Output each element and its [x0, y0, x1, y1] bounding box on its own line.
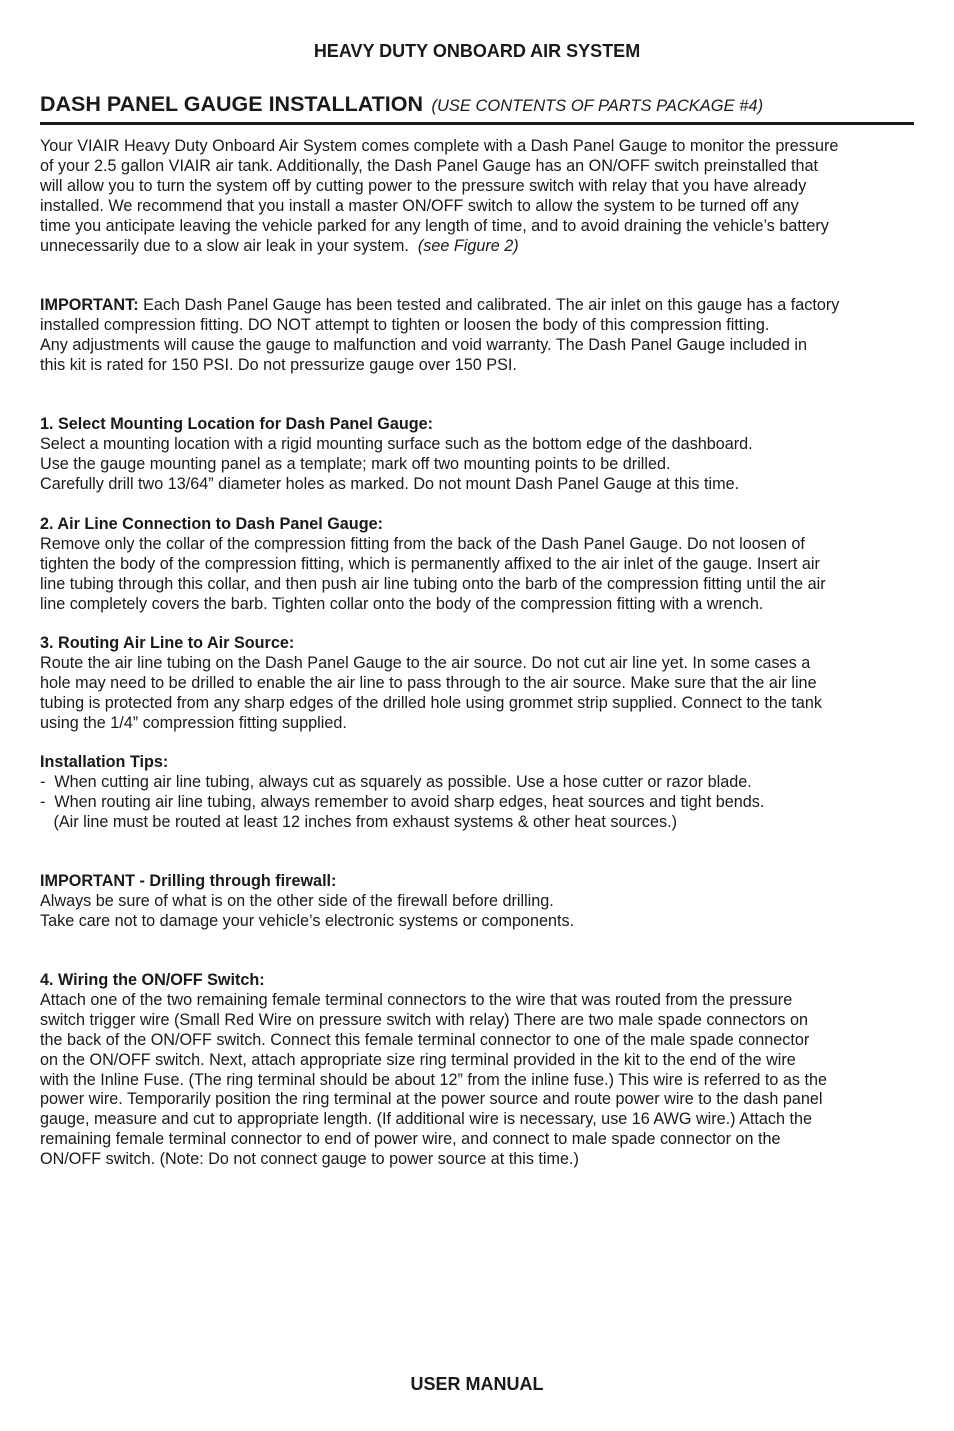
- step-3-line: using the 1/4” compression fitting supplied.: [40, 713, 347, 732]
- step-4-line: Attach one of the two remaining female terminal connectors to the wire that was routed from the pressure: [40, 990, 793, 1009]
- important-line: this kit is rated for 150 PSI. Do not pressurize gauge over 150 PSI.: [40, 355, 517, 374]
- step-3-title: 3. Routing Air Line to Air Source:: [40, 634, 295, 652]
- firewall-line: Take care not to damage your vehicle’s electronic systems or components.: [40, 911, 575, 930]
- section-subtitle: (USE CONTENTS OF PARTS PACKAGE #4): [431, 97, 764, 115]
- figure-reference: (see Figure 2): [417, 236, 519, 255]
- step-2-line: line completely covers the barb. Tighten collar onto the body of the compression fitting with a wrench.: [40, 594, 764, 613]
- important-label: IMPORTANT:: [40, 296, 139, 314]
- firewall-line: Always be sure of what is on the other side of the firewall before drilling.: [40, 891, 554, 910]
- intro-line: of your 2.5 gallon VIAIR air tank. Additionally, the Dash Panel Gauge has an ON/OFF switch preinstalled that: [40, 156, 819, 175]
- installation-tips: [40, 753, 914, 833]
- step-3-line: Route the air line tubing on the Dash Panel Gauge to the air source. Do not cut air line yet. In some cases a: [40, 653, 811, 672]
- intro-line: Your VIAIR Heavy Duty Onboard Air System comes complete with a Dash Panel Gauge to monitor the pressure: [40, 137, 839, 155]
- tip-item: - When cutting air line tubing, always cut as squarely as possible. Use a hose cutter or razor blade.: [40, 772, 752, 791]
- important-line: installed compression fitting. DO NOT attempt to tighten or loosen the body of this compression fitting.: [40, 315, 770, 334]
- step-3-line: hole may need to be drilled to enable the air line to pass through to the air source. Make sure that the air line: [40, 673, 817, 692]
- step-4-line: switch trigger wire (Small Red Wire on pressure switch with relay) There are two male spade connectors on: [40, 1010, 809, 1029]
- section-heading: [40, 92, 914, 125]
- important-text: Each Dash Panel Gauge has been tested and calibrated. The air inlet on this gauge has a factory: [138, 296, 840, 314]
- intro-line: time you anticipate leaving the vehicle parked for any length of time, and to avoid draining the vehicle’s battery: [40, 216, 829, 235]
- step-4-line: the back of the ON/OFF switch. Connect this female terminal connector to one of the male spade connector: [40, 1030, 810, 1049]
- step-4: [40, 971, 914, 1170]
- step-3-line: tubing is protected from any sharp edges of the drilled hole using grommet strip supplied. Connect to the tank: [40, 693, 822, 712]
- intro-line: will allow you to turn the system off by cutting power to the pressure switch with relay that you have already: [40, 176, 807, 195]
- step-1-line: Select a mounting location with a rigid mounting surface such as the bottom edge of the dashboard.: [40, 434, 753, 453]
- step-4-line: gauge, measure and cut to appropriate length. (If additional wire is necessary, use 16 AWG wire.) Attach the: [40, 1110, 813, 1129]
- important-gauge-note: [40, 296, 914, 376]
- section-title: DASH PANEL GAUGE INSTALLATION: [40, 92, 424, 116]
- tip-item: - When routing air line tubing, always remember to avoid sharp edges, heat sources and tight bends.: [40, 792, 765, 811]
- tip-item: (Air line must be routed at least 12 inches from exhaust systems & other heat sources.): [40, 812, 677, 831]
- important-line: Any adjustments will cause the gauge to malfunction and void warranty. The Dash Panel Gauge included in: [40, 335, 807, 354]
- step-2-line: line tubing through this collar, and then push air line tubing onto the barb of the compression fitting until the air: [40, 574, 826, 593]
- step-2-title: 2. Air Line Connection to Dash Panel Gauge:: [40, 515, 383, 533]
- step-4-line: with the Inline Fuse. (The ring terminal should be about 12” from the inline fuse.) This wire is referred to as the: [40, 1070, 827, 1089]
- firewall-title: IMPORTANT - Drilling through firewall:: [40, 872, 337, 890]
- manual-page: [40, 0, 914, 1431]
- intro-paragraph: [40, 137, 914, 256]
- step-2-line: Remove only the collar of the compression fitting from the back of the Dash Panel Gauge. Do not loosen of: [40, 534, 805, 553]
- step-4-line: ON/OFF switch. (Note: Do not connect gauge to power source at this time.): [40, 1150, 579, 1169]
- step-4-line: power wire. Temporarily position the ring terminal at the power source and route power wire to the dash panel: [40, 1090, 823, 1109]
- step-4-line: remaining female terminal connector to end of power wire, and connect to male spade connector on the: [40, 1130, 781, 1149]
- footer-label: USER MANUAL: [410, 1374, 544, 1394]
- step-4-title: 4. Wiring the ON/OFF Switch:: [40, 971, 265, 989]
- document-title: HEAVY DUTY ONBOARD AIR SYSTEM: [313, 41, 641, 61]
- step-1-title: 1. Select Mounting Location for Dash Panel Gauge:: [40, 415, 434, 433]
- step-1-line: Carefully drill two 13/64” diameter holes as marked. Do not mount Dash Panel Gauge at this time.: [40, 474, 740, 493]
- step-3: [40, 634, 914, 734]
- intro-line: installed. We recommend that you install a master ON/OFF switch to allow the system to be turned off any: [40, 196, 799, 215]
- important-firewall-note: [40, 872, 914, 932]
- step-1: [40, 415, 914, 495]
- step-2-line: tighten the body of the compression fitting, which is permanently affixed to the air inlet of the gauge. Insert air: [40, 554, 820, 573]
- step-2: [40, 515, 914, 615]
- step-4-line: on the ON/OFF switch. Next, attach appropriate size ring terminal provided in the kit to the end of the wire: [40, 1050, 796, 1069]
- step-1-line: Use the gauge mounting panel as a template; mark off two mounting points to be drilled.: [40, 454, 671, 473]
- intro-line: unnecessarily due to a slow air leak in your system.: [40, 236, 409, 255]
- tips-title: Installation Tips:: [40, 753, 169, 771]
